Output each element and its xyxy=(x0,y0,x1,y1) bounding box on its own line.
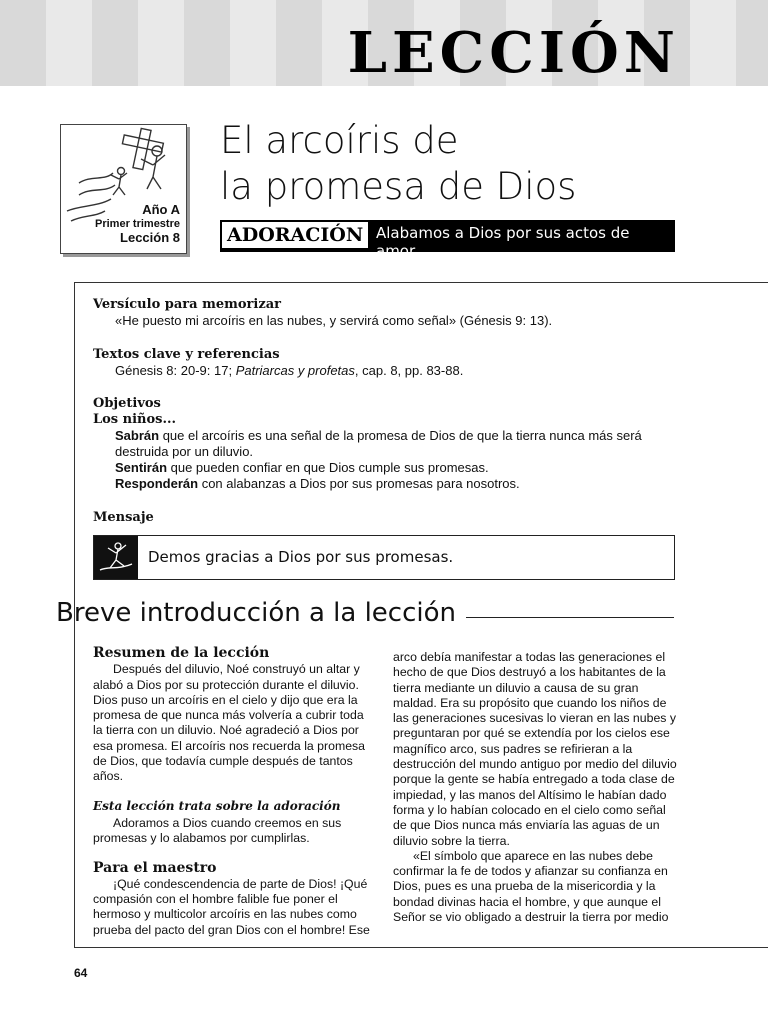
trata-heading: Esta lección trata sobre la adoración xyxy=(93,798,341,813)
intro-rule xyxy=(466,617,674,618)
header-title: LECCIÓN xyxy=(347,20,680,86)
mensaje-section xyxy=(93,510,154,526)
objetivo-verb: Sentirán xyxy=(115,460,168,475)
objetivos-heading: Objetivos xyxy=(93,396,161,411)
objetivo-text: con alabanzas a Dios por sus promesas para nosotros. xyxy=(198,476,520,491)
objetivo-item xyxy=(93,460,663,476)
objetivo-verb: Responderán xyxy=(115,476,199,491)
textos-section xyxy=(93,347,463,379)
versiculo-section xyxy=(93,297,552,329)
category-text: Alabamos a Dios por sus actos de amor. xyxy=(376,224,630,260)
resumen-heading: Resumen de la lección xyxy=(93,645,270,661)
praise-figure-icon xyxy=(94,536,138,579)
intro-heading: Breve introducción a la lección xyxy=(56,598,457,628)
lesson-meta xyxy=(95,203,180,246)
objetivo-text: que el arcoíris es una señal de la promesa de Dios de que la tierra nunca más será xyxy=(159,428,642,443)
right-column xyxy=(393,650,677,925)
textos-pre: Génesis 8: 20-9: 17; xyxy=(115,363,236,378)
objetivo-item xyxy=(93,428,663,444)
mensaje-heading: Mensaje xyxy=(93,510,154,525)
quarter-label: Primer trimestre xyxy=(95,217,180,230)
category-bar xyxy=(220,220,675,260)
year-label: Año A xyxy=(142,202,180,217)
trata-text: Adoramos a Dios cuando creemos en sus promesas y lo alabamos por cumplirlas. xyxy=(93,815,342,846)
versiculo-heading: Versículo para memorizar xyxy=(93,297,281,312)
objetivo-text: que pueden confiar en que Dios cumple sus promesas. xyxy=(167,460,489,475)
right-paragraph-1: arco debía manifestar a todas las generaciones el hecho de que Dios destruyó a los habitantes de la tierra mediante un diluvio a causa de su gran maldad. Era su propósito que cuando los niños de las generaciones sucesivas lo vieran en las nubes y preguntaran por qué se extendía por los cielos ese magnífico arco, sus padres se refirieran a la destrucción del mundo antiguo por medio del diluvio porque la gente se había entregado a toda clase de impiedad, y las manos del Altísimo le habían dado forma y lo habían colocado en el cielo como señal de que Dios nunca más enviaría las aguas de un diluvio sobre la tierra. xyxy=(393,650,677,848)
textos-post: , cap. 8, pp. 83-88. xyxy=(354,363,464,378)
objetivos-sub: Los niños... xyxy=(93,412,177,427)
lesson-number: Lección 8 xyxy=(120,229,180,245)
mensaje-text: Demos gracias a Dios por sus promesas. xyxy=(148,548,454,566)
lesson-title xyxy=(220,118,576,210)
objetivos-section xyxy=(93,396,663,492)
objetivo-verb: Sabrán xyxy=(115,428,160,443)
textos-text xyxy=(93,363,463,379)
page-number: 64 xyxy=(74,966,88,980)
versiculo-text: «He puesto mi arcoíris en las nubes, y servirá como señal» (Génesis 9: 13). xyxy=(115,313,553,328)
maestro-heading: Para el maestro xyxy=(93,859,217,876)
mensaje-box xyxy=(93,535,675,580)
title-line-1: El arcoíris de xyxy=(220,119,459,162)
title-line-2: la promesa de Dios xyxy=(220,165,577,208)
right-paragraph-2: «El símbolo que aparece en las nubes debe confirmar la fe de todos y afianzar su confianza en Dios, pues es una prueba de la misericordia y la bondad divinas hacia el hombre, y que aunque el Señor se vio obligado a destruir la tierra por medio xyxy=(393,848,669,925)
left-column xyxy=(93,646,375,938)
objetivo-item-cont: destruida por un diluvio. xyxy=(115,444,254,459)
textos-book: Patriarcas y profetas xyxy=(235,363,355,378)
maestro-text: ¡Qué condescendencia de parte de Dios! ¡Qué compasión con el hombre falible fue poner el hermoso y multicolor arcoíris en las nubes como prueba del pacto del gran Dios con el hombre! Ese xyxy=(93,876,370,937)
textos-heading: Textos clave y referencias xyxy=(93,347,280,362)
resumen-text: Después del diluvio, Noé construyó un altar y alabó a Dios por su protección durante el diluvio. Dios puso un arcoíris en el cielo y dijo que era la promesa de que nunca más volvería a cubrir toda la tierra con un diluvio. Noé agradeció a Dios por esa promesa. El arcoíris nos recuerda la promesa de Dios, que todavía cumple después de tantos años. xyxy=(93,662,366,784)
objetivo-item xyxy=(93,476,663,492)
category-label: ADORACIÓN xyxy=(222,222,368,248)
lesson-badge xyxy=(60,124,187,254)
